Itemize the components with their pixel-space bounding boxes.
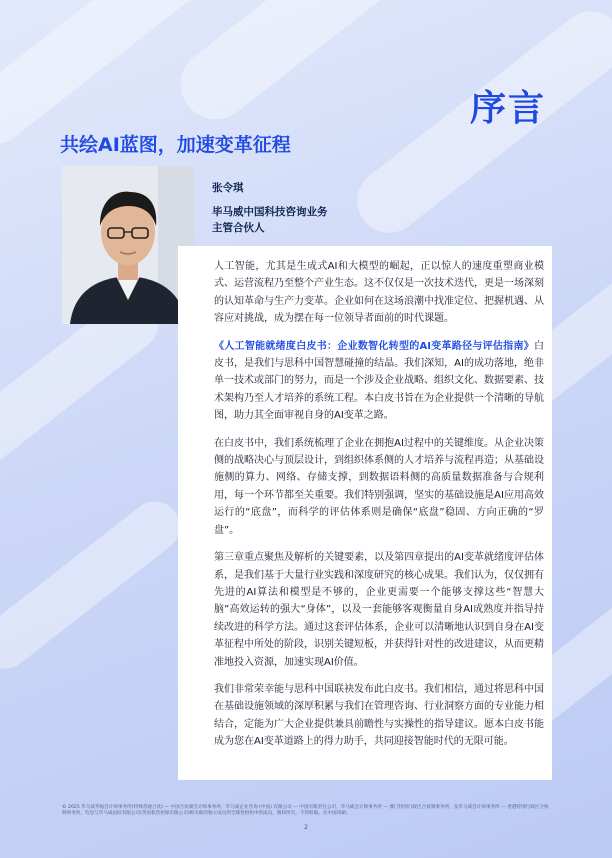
paragraph: 在白皮书中，我们系统梳理了企业在拥抱AI过程中的关键维度。从企业决策侧的战略决心与顶层设计，到组织体系侧的人才培养与流程再造；从基础设施侧的算力、网络、存储支撑，到数据语料侧的高质量数据准备与合规利用，每一个环节都至关重要。我们特别强调，坚实的基础设施是AI应用高效运行的“底盘”，而科学的评估体系则是确保“底盘”稳固、方向正确的“罗盘”。 [214, 437, 544, 536]
paragraph: 第三章重点聚焦及解析的关键要素，以及第四章提出的AI变革就绪度评估体系，是我们基于大量行业实践和深度研究的核心成果。我们认为，仅仅拥有先进的AI算法和模型是不够的，企业更需要一个能够支撑这些“智慧大脑”高效运转的强大“身体”，以及一套能够客观衡量自身AI成熟度并指导持续改进的科学方法。通过这套评估体系，企业可以清晰地认识到自身在AI变革征程中所处的阶段，识别关键短板，并获得针对性的改进建议，从而更精准地投入资源，加速实现AI价值。 [214, 552, 544, 668]
page-number: 2 [304, 824, 308, 831]
paragraph: 我们非常荣幸能与思科中国联袂发布此白皮书。我们相信，通过将思科中国在基础设施领域的深厚积累与我们在管理咨询、行业洞察方面的专业能力相结合，定能为广大企业提供兼具前瞻性与实操性的指导建议。愿本白皮书能成为您在AI变革道路上的得力助手，共同迎接智能时代的无限可能。 [214, 683, 544, 748]
background-stripe [0, 491, 190, 678]
author-role: 主管合伙人 [212, 222, 265, 234]
background-stripe [167, 0, 494, 133]
paragraph [214, 338, 544, 425]
author-organization: 毕马威中国科技咨询业务 [212, 206, 328, 218]
legal-footnote: © 2025 毕马威华振会计师事务所(特殊普通合伙) — 中国合伙制会计师事务所，毕马威企业咨询 (中国) 有限公司 — 中国有限责任公司，毕马威会计师事务所 — 澳门特别行政区合伙制事务所，及毕马威会计师事务所 — 香港特别行政区合伙制事务所，均是与毕马威国际有限公司(英国私营担保有限公司)相关联的独立成员所全球性组织中的成员。版权所有，不得转载。在中国印刷。 [62, 805, 549, 817]
whitepaper-title: 《人工智能就绪度白皮书：企业数智化转型的AI变革路径与评估指南》 [214, 340, 534, 352]
author-photo [62, 166, 194, 324]
body-text [214, 258, 544, 761]
section-title: 序言 [469, 88, 546, 129]
paragraph: 人工智能，尤其是生成式AI和大模型的崛起，正以惊人的速度重塑商业模式、运营流程乃至整个产业生态。这不仅仅是一次技术迭代，更是一场深刻的认知革命与生产力变革。企业如何在这场浪潮中找准定位、把握机遇、从容应对挑战，成为摆在每一位领导者面前的时代课题。 [214, 261, 544, 325]
paragraph-text: 白皮书，是我们与思科中国智慧碰撞的结晶。我们深知，AI的成功落地，绝非单一技术或部门的努力，而是一个涉及企业战略、组织文化、数据要素、技术架构乃至人才培养的系统工程。本白皮书旨在为企业提供一个清晰的导航图，助力其全面审视自身的AI变革之路。 [214, 340, 544, 422]
author-block [212, 180, 328, 236]
page-headline: 共绘AI蓝图，加速变革征程 [60, 134, 291, 156]
author-name: 张令琪 [212, 182, 244, 194]
